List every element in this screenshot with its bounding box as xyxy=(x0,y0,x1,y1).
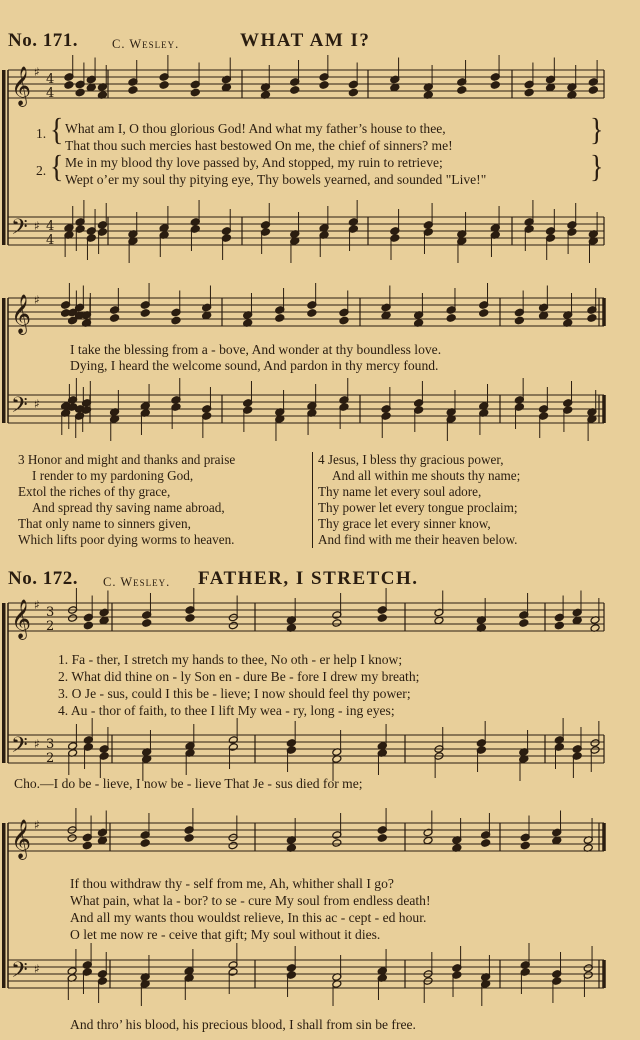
key-signature-sharp: ♯ xyxy=(34,397,40,411)
quarter-note xyxy=(159,81,169,90)
quarter-note xyxy=(290,86,300,95)
verse-line: I render to my pardoning God, xyxy=(32,468,194,483)
hymn-171-author: C. Wesley. xyxy=(112,37,180,51)
verse-4 xyxy=(318,452,520,548)
lyric-line: What pain, what la - bor? to se - cure My soul from endless death! xyxy=(70,893,431,908)
treble-clef: 𝄞 xyxy=(11,66,32,106)
quarter-note xyxy=(140,309,150,318)
time-signature: 4 xyxy=(46,233,55,248)
quarter-note xyxy=(390,83,400,92)
lyric-line: And all my wants thou wouldst relieve, In this ac - cept - ed hour. xyxy=(70,910,427,925)
verse-line: Which lifts poor dying worms to heaven. xyxy=(18,532,235,547)
system-bracket-bold xyxy=(2,70,6,245)
half-note xyxy=(228,841,238,850)
quarter-note xyxy=(339,316,349,325)
quarter-note xyxy=(572,616,582,625)
time-signature: 3 xyxy=(46,737,55,752)
quarter-note xyxy=(552,836,562,845)
quarter-note xyxy=(446,314,456,323)
half-note xyxy=(68,614,78,623)
verse-divider xyxy=(312,452,313,548)
quarter-note xyxy=(587,314,597,323)
lyric-line: I take the blessing from a - bove, And wonder at thy boundless love. xyxy=(70,342,442,357)
half-note xyxy=(332,619,342,628)
system-bracket-bold xyxy=(2,823,6,988)
verse-line: Thy power let every tongue proclaim; xyxy=(318,500,518,515)
quarter-note xyxy=(128,86,138,95)
time-signature: 4 xyxy=(46,219,55,234)
quarter-note xyxy=(490,81,500,90)
treble-clef: 𝄞 xyxy=(11,294,32,334)
quarter-note xyxy=(185,614,195,623)
verse-3 xyxy=(18,452,235,548)
key-signature-sharp: ♯ xyxy=(34,598,40,612)
system-bracket-bold xyxy=(2,603,6,763)
final-line: And thro’ his blood, his precious blood, I shall from sin be free. xyxy=(70,1017,416,1032)
lyric-line: That thou such mercies hast bestowed On me, the chief of sinners? me! xyxy=(65,138,453,153)
quarter-note xyxy=(202,311,212,320)
lyric-line: 2. What did thine on - ly Son en - dure Be - fore I drew my breath; xyxy=(58,669,420,684)
half-note xyxy=(332,839,342,848)
system-bracket-bold xyxy=(2,298,6,423)
quarter-note xyxy=(142,619,152,628)
verse-line: Thy grace let every sinner know, xyxy=(318,516,491,531)
quarter-note xyxy=(481,839,491,848)
treble-clef: 𝄞 xyxy=(11,599,32,639)
lyric-line: Wept o’er my soul thy pitying eye, Thy bowels yearned, and sounded "Live!" xyxy=(65,172,487,187)
quarter-note xyxy=(348,88,358,97)
key-signature-sharp: ♯ xyxy=(34,65,40,79)
key-signature-sharp: ♯ xyxy=(34,818,40,832)
key-signature-sharp: ♯ xyxy=(34,293,40,307)
key-signature-sharp: ♯ xyxy=(34,219,40,233)
verse-line: 4 Jesus, I bless thy gracious power, xyxy=(318,452,504,467)
time-signature: 4 xyxy=(46,72,55,87)
quarter-note xyxy=(190,88,200,97)
brace-right: } xyxy=(590,112,604,149)
verse-number-1: 1. xyxy=(36,126,47,141)
bass-clef: 𝄢 xyxy=(11,393,28,423)
quarter-note xyxy=(520,841,530,850)
brace-right: } xyxy=(590,149,604,186)
quarter-note xyxy=(554,621,564,630)
bass-clef: 𝄢 xyxy=(11,958,28,988)
brace-left: { xyxy=(50,112,64,149)
hymn-171-title: WHAT AM I? xyxy=(240,30,371,51)
brace-left: { xyxy=(50,149,64,186)
quarter-note xyxy=(546,83,556,92)
quarter-note xyxy=(184,834,194,843)
verse-line: And all within me shouts thy name; xyxy=(332,468,521,483)
bass-clef: 𝄢 xyxy=(11,733,28,763)
treble-clef: 𝄞 xyxy=(11,819,32,859)
quarter-note xyxy=(307,309,317,318)
lyric-line: Dying, I heard the welcome sound, And pardon in thy mercy found. xyxy=(70,358,439,373)
hymn-172-author: C. Wesley. xyxy=(103,575,171,589)
half-note xyxy=(67,834,77,843)
lyric-line: 3. O Je - sus, could I this be - lieve; I now should feel thy power; xyxy=(58,686,411,701)
quarter-note xyxy=(171,316,181,325)
quarter-note xyxy=(479,309,489,318)
quarter-note xyxy=(140,839,150,848)
quarter-note xyxy=(377,614,387,623)
key-signature-sharp: ♯ xyxy=(34,962,40,976)
time-signature: 2 xyxy=(46,751,55,766)
half-note xyxy=(434,616,444,625)
quarter-note xyxy=(319,81,329,90)
verse-number-2: 2. xyxy=(36,163,47,178)
hymn-172-number: No. 172. xyxy=(8,568,78,589)
lyric-line: O let me now re - ceive that gift; My soul without it dies. xyxy=(70,927,381,942)
quarter-note xyxy=(75,88,85,97)
chorus-line: Cho.—I do be - lieve, I now be - lieve That Je - sus died for me; xyxy=(14,776,363,791)
quarter-note xyxy=(524,88,534,97)
time-signature: 3 xyxy=(46,605,55,620)
hymn-172-title: FATHER, I STRETCH. xyxy=(198,568,419,589)
quarter-note xyxy=(110,314,120,323)
verse-line: And spread thy saving name abroad, xyxy=(32,500,225,515)
quarter-note xyxy=(539,311,549,320)
quarter-note xyxy=(64,81,74,90)
quarter-note xyxy=(83,621,93,630)
quarter-note xyxy=(519,619,529,628)
quarter-note xyxy=(82,841,92,850)
verse-line: That only name to sinners given, xyxy=(18,516,191,531)
time-signature: 4 xyxy=(46,86,55,101)
lyric-line: If thou withdraw thy - self from me, Ah, whither shall I go? xyxy=(70,876,394,891)
quarter-note xyxy=(275,314,285,323)
lyric-line: Me in my blood thy love passed by, And stopped, my ruin to retrieve; xyxy=(65,155,443,170)
quarter-note xyxy=(97,836,107,845)
verse-line: And find with me their heaven below. xyxy=(318,532,518,547)
verse-line: 3 Honor and might and thanks and praise xyxy=(18,452,236,467)
lyric-line: 4. Au - thor of faith, to thee I lift My wea - ry, long - ing eyes; xyxy=(58,703,395,718)
quarter-note xyxy=(377,834,387,843)
time-signature: 2 xyxy=(46,619,55,634)
lyric-line: What am I, O thou glorious God! And what my father’s house to thee, xyxy=(65,121,446,136)
verse-line: Extol the riches of thy grace, xyxy=(18,484,171,499)
half-note xyxy=(228,621,238,630)
quarter-note xyxy=(86,83,96,92)
quarter-note xyxy=(381,311,391,320)
quarter-note xyxy=(514,316,524,325)
quarter-note xyxy=(99,616,109,625)
quarter-note xyxy=(457,86,467,95)
verse-line: Thy name let every soul adore, xyxy=(318,484,482,499)
quarter-note xyxy=(221,83,231,92)
bass-clef: 𝄢 xyxy=(11,215,28,245)
quarter-note xyxy=(588,86,598,95)
hymn-171-number: No. 171. xyxy=(8,30,78,51)
lyric-line: 1. Fa - ther, I stretch my hands to thee, No oth - er help I know; xyxy=(58,652,403,667)
key-signature-sharp: ♯ xyxy=(34,737,40,751)
half-note xyxy=(423,836,433,845)
